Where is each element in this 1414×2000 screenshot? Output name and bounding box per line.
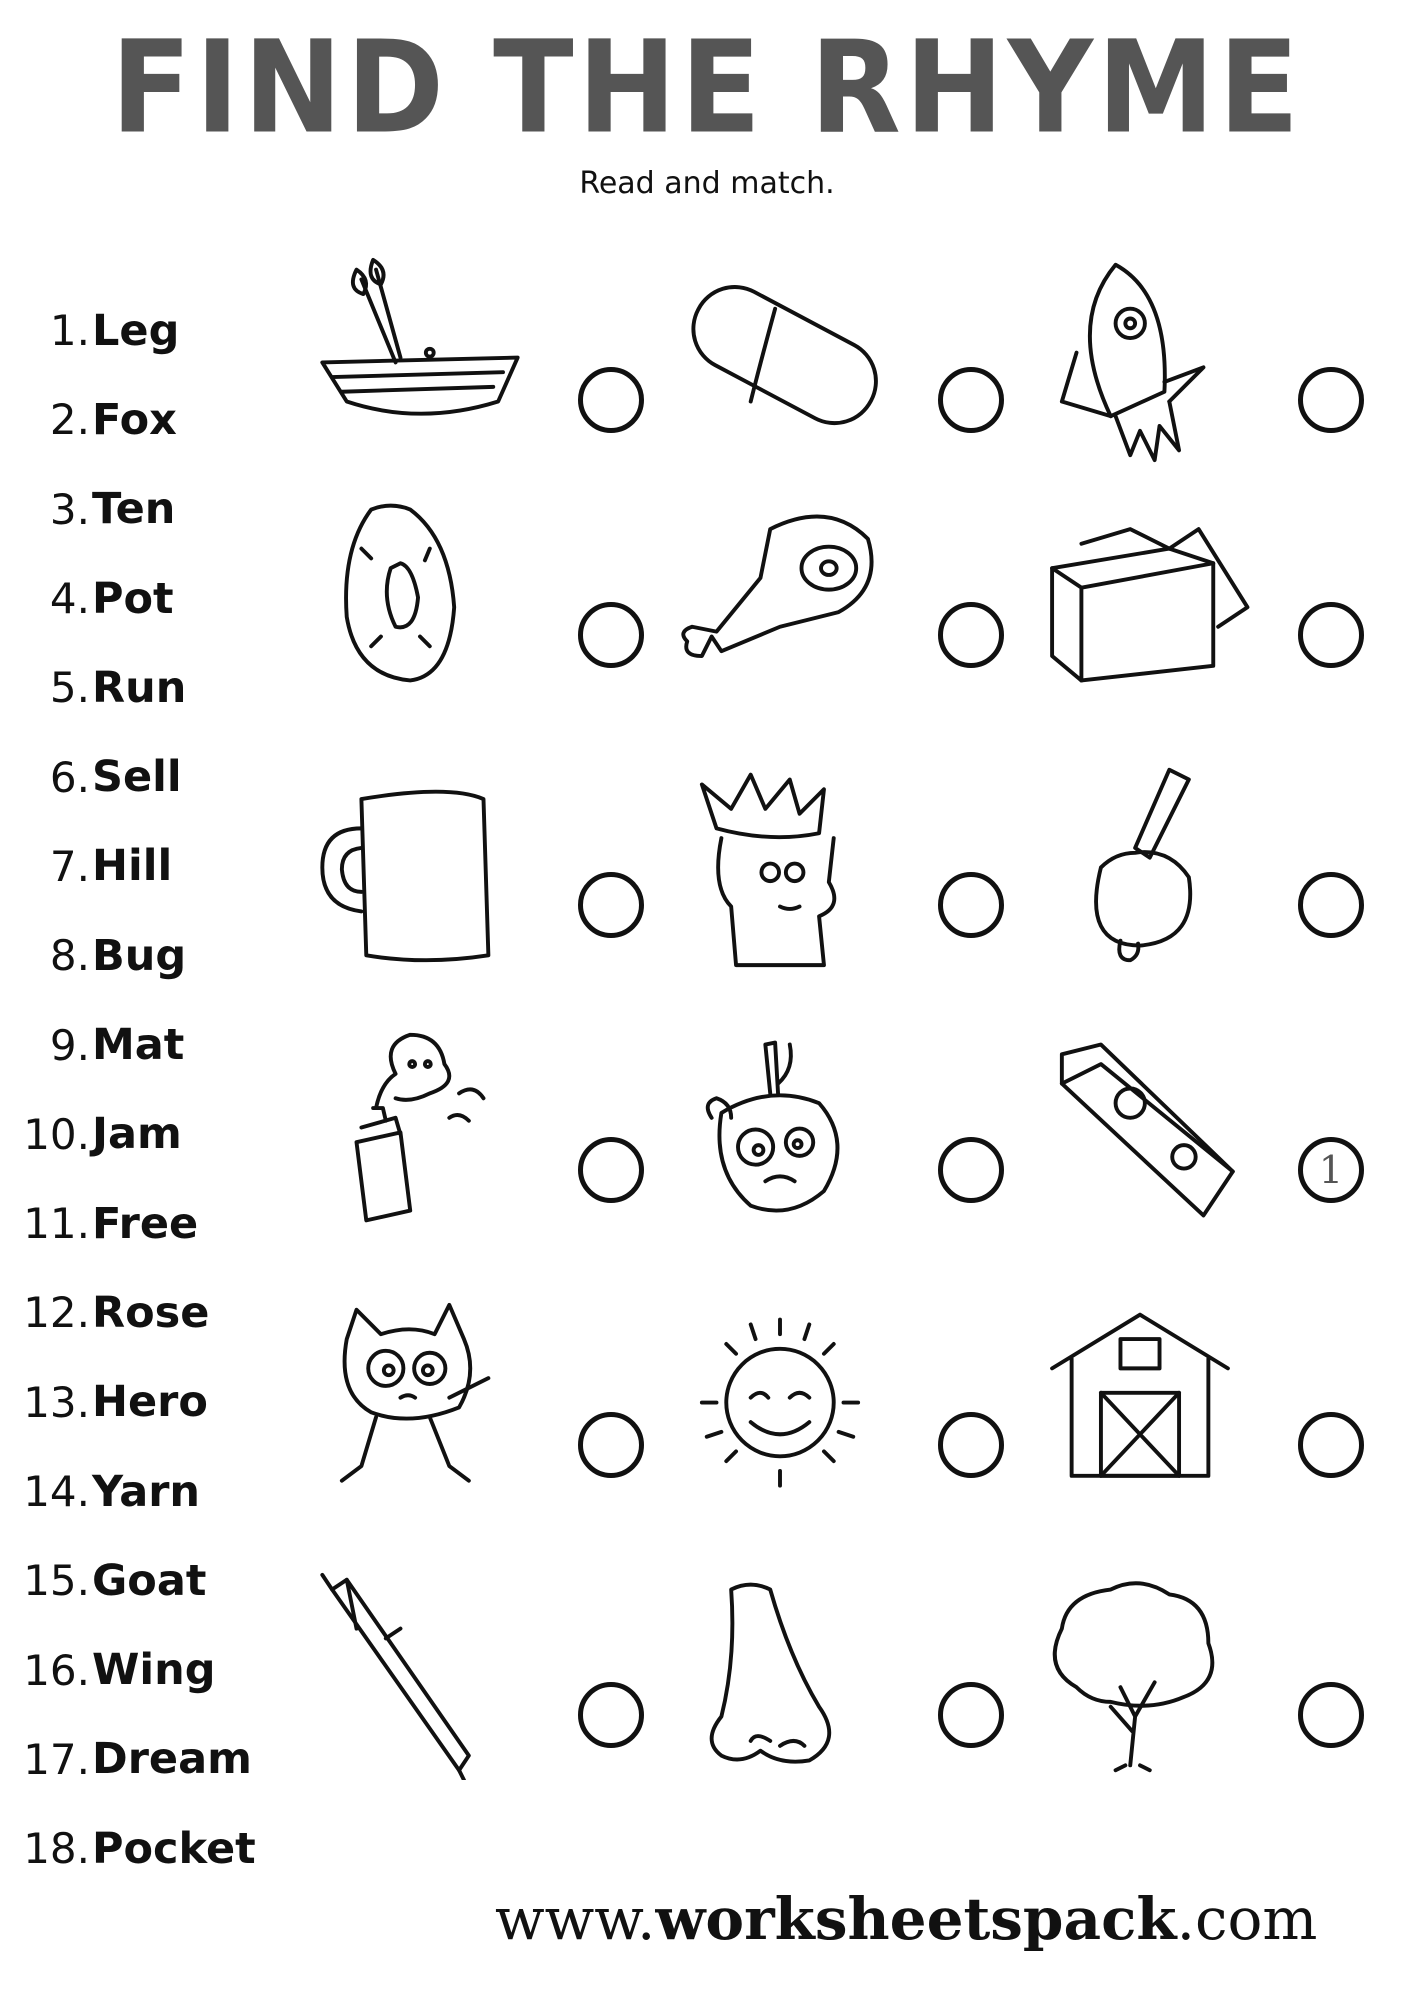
barn-icon bbox=[1020, 1300, 1260, 1510]
word-number: 16. bbox=[23, 1645, 90, 1695]
word-label: Mat bbox=[92, 1020, 185, 1071]
footer-url[interactable] bbox=[495, 1885, 1317, 1953]
word-number: 9. bbox=[49, 1020, 90, 1070]
boat-icon bbox=[300, 255, 540, 465]
tree-icon bbox=[1020, 1570, 1260, 1780]
answer-circle[interactable] bbox=[938, 1682, 1004, 1748]
answer-circle[interactable] bbox=[1298, 1412, 1364, 1478]
word-label: Goat bbox=[92, 1555, 207, 1606]
box-icon bbox=[1020, 490, 1260, 700]
word-number: 8. bbox=[49, 931, 90, 981]
footer-suffix: .com bbox=[1176, 1885, 1318, 1953]
word-number: 1. bbox=[49, 306, 90, 356]
answer-circle[interactable]: 1 bbox=[1298, 1137, 1364, 1203]
word-number: 6. bbox=[49, 752, 90, 802]
answer-circle[interactable] bbox=[578, 602, 644, 668]
word-label: Leg bbox=[92, 305, 180, 356]
rocket-icon bbox=[1020, 255, 1260, 465]
word-label: Pocket bbox=[92, 1823, 256, 1874]
word-number: 13. bbox=[23, 1377, 90, 1427]
word-label: Jam bbox=[92, 1109, 182, 1160]
cat-icon bbox=[300, 1300, 540, 1510]
word-label: Yarn bbox=[92, 1466, 201, 1517]
answer-circle[interactable] bbox=[938, 367, 1004, 433]
word-number: 7. bbox=[49, 841, 90, 891]
word-label: Bug bbox=[92, 930, 187, 981]
answer-circle[interactable] bbox=[578, 872, 644, 938]
answer-circle[interactable] bbox=[938, 1137, 1004, 1203]
answer-circle[interactable] bbox=[938, 602, 1004, 668]
answer-circle[interactable] bbox=[578, 1137, 644, 1203]
answer-circle[interactable] bbox=[578, 1682, 644, 1748]
nose-icon bbox=[660, 1570, 900, 1780]
answer-circle[interactable] bbox=[938, 872, 1004, 938]
pill-icon bbox=[660, 255, 900, 465]
word-number: 17. bbox=[23, 1734, 90, 1784]
word-number: 15. bbox=[23, 1556, 90, 1606]
pen-icon bbox=[300, 1570, 540, 1780]
word-number: 11. bbox=[23, 1199, 90, 1249]
word-number: 3. bbox=[49, 484, 90, 534]
clothespin-icon bbox=[1020, 1025, 1260, 1235]
word-label: Pot bbox=[92, 573, 174, 624]
word-label: Wing bbox=[92, 1645, 216, 1696]
instructions: Read and match. bbox=[579, 166, 835, 201]
word-label: Rose bbox=[92, 1287, 210, 1338]
word-number: 10. bbox=[23, 1109, 90, 1159]
answer-circle[interactable] bbox=[1298, 1682, 1364, 1748]
answer-circle[interactable] bbox=[1298, 872, 1364, 938]
word-number: 14. bbox=[23, 1467, 90, 1516]
word-label: Ten bbox=[92, 484, 176, 535]
wormy-apple-icon bbox=[660, 1025, 900, 1235]
word-number: 18. bbox=[23, 1824, 90, 1874]
word-label: Hill bbox=[92, 841, 173, 892]
word-number: 2. bbox=[49, 395, 90, 445]
word-label: Free bbox=[92, 1198, 199, 1249]
word-number: 4. bbox=[49, 574, 90, 624]
king-icon bbox=[660, 760, 900, 970]
spray-can-icon bbox=[300, 1025, 540, 1235]
footer-brand: worksheetspack bbox=[655, 1885, 1177, 1953]
word-number: 12. bbox=[23, 1288, 90, 1338]
ring-icon bbox=[300, 490, 540, 700]
answer-circle[interactable] bbox=[1298, 602, 1364, 668]
answer-circle[interactable] bbox=[1298, 367, 1364, 433]
word-label: Sell bbox=[92, 752, 182, 803]
candy-apple-icon bbox=[1020, 760, 1260, 970]
word-label: Run bbox=[92, 662, 187, 713]
word-number: 5. bbox=[49, 663, 90, 713]
word-label: Fox bbox=[92, 394, 177, 445]
answer-circle[interactable] bbox=[578, 1412, 644, 1478]
ham-leg-icon bbox=[660, 490, 900, 700]
answer-circle[interactable] bbox=[938, 1412, 1004, 1478]
sun-icon bbox=[660, 1300, 900, 1510]
footer-prefix: www. bbox=[495, 1885, 656, 1953]
answer-circle[interactable] bbox=[578, 367, 644, 433]
word-label: Hero bbox=[92, 1377, 208, 1428]
page-title: FIND THE RHYME bbox=[110, 12, 1304, 162]
word-label: Dream bbox=[92, 1734, 252, 1785]
mug-icon bbox=[300, 760, 540, 970]
